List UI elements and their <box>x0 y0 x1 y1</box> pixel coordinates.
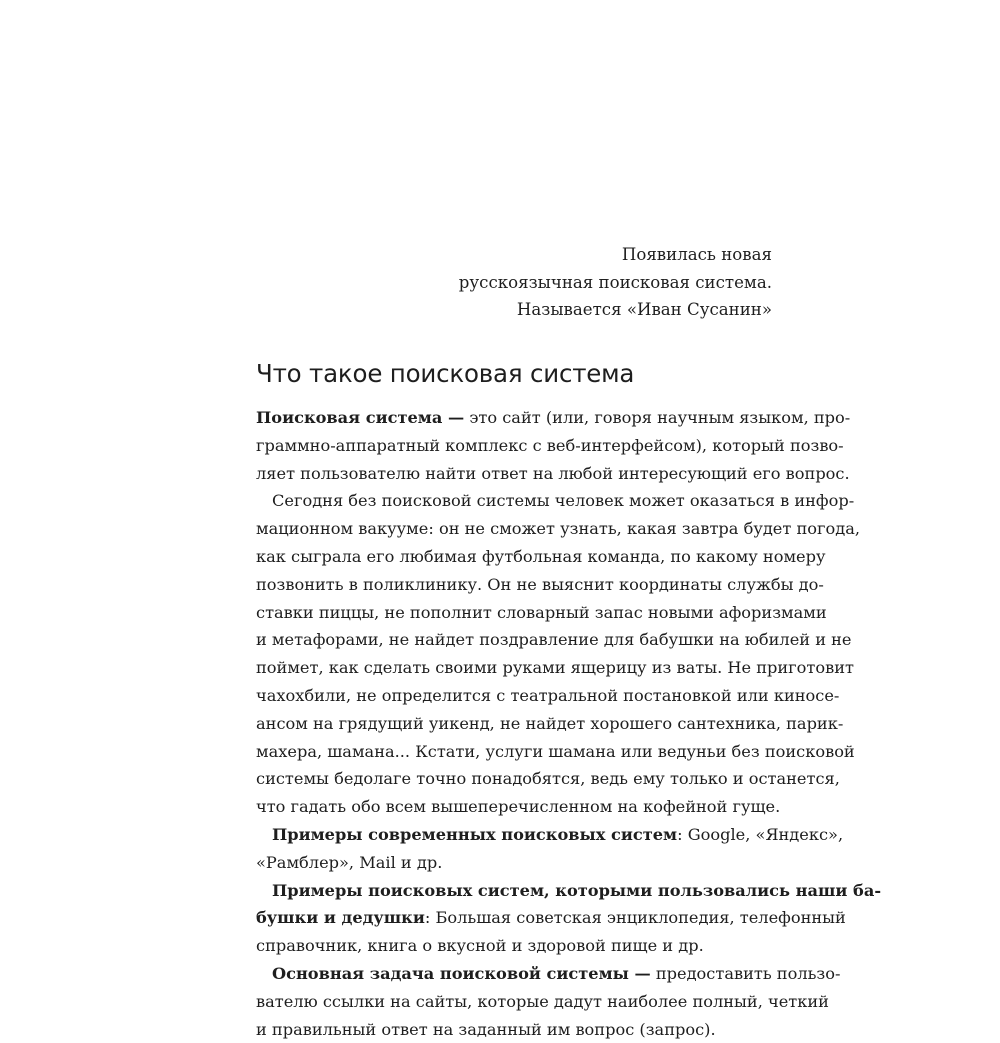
text-line <box>256 626 852 654</box>
line-text: поймет, как сделать своими руками ящерицу из ваты. Не приготовит <box>256 658 854 678</box>
line-text: системы бедолаге точно понадобятся, ведь ему только и останется, <box>256 769 840 789</box>
text-line <box>256 571 824 599</box>
line-text: справочник, книга о вкусной и здоровой пище и др. <box>256 936 704 956</box>
text-line <box>256 932 770 960</box>
paragraph <box>256 960 841 1043</box>
text-line <box>256 793 781 821</box>
line-text: как сыграла его любимая футбольная команда, по какому номеру <box>256 546 826 566</box>
text-line <box>256 988 829 1016</box>
line-text: ляет пользователю найти ответ на любой интересующий его вопрос. <box>256 463 850 483</box>
text-line <box>256 460 850 488</box>
paragraph <box>256 877 882 960</box>
line-text: Сегодня без поисковой системы человек может оказаться в инфор- <box>272 491 855 511</box>
line-text: граммно-аппаратный комплекс с веб-интерфейсом), который позво- <box>256 435 844 455</box>
text-line <box>256 960 841 988</box>
section-heading: Что такое поисковая система <box>256 359 635 388</box>
line-text: позвонить в поликлинику. Он не выяснит координаты службы до- <box>256 574 824 594</box>
epigraph-line: Появилась новая <box>621 245 772 264</box>
bold-term: Основная задача поисковой системы — <box>272 963 651 983</box>
line-text: ставки пиццы, не пополнит словарный запас новыми афоризмами <box>256 602 827 622</box>
line-text: и правильный ответ на заданный им вопрос (запрос). <box>256 1019 716 1039</box>
line-text: : Google, «Яндекс», <box>677 824 844 844</box>
text-line <box>256 432 844 460</box>
line-text: : Большая советская энциклопедия, телефонный <box>424 908 846 928</box>
line-text: чахохбили, не определится с театральной постановкой или киносе- <box>256 685 840 705</box>
text-line <box>256 654 854 682</box>
line-text: это сайт (или, говоря научным языком, про- <box>464 408 851 427</box>
epigraph <box>440 241 772 324</box>
text-line <box>256 765 840 793</box>
line-text: вателю ссылки на сайты, которые дадут наиболее полный, четкий <box>256 991 829 1011</box>
text-line <box>256 515 861 543</box>
text-line <box>256 682 840 710</box>
text-line <box>256 849 770 877</box>
line-text: мационном вакууме: он не сможет узнать, какая завтра будет погода, <box>256 519 861 539</box>
text-line <box>256 487 855 515</box>
text-line <box>256 904 846 932</box>
text-line <box>256 1016 770 1043</box>
text-line <box>256 738 855 766</box>
text-line <box>256 543 826 571</box>
body-text <box>256 404 882 1043</box>
text-line <box>256 404 851 432</box>
bold-term: Поисковая система — <box>256 408 465 427</box>
bold-term: Примеры современных поисковых систем <box>272 824 678 844</box>
text-line <box>256 710 844 738</box>
bold-term: бушки и дедушки <box>256 908 425 928</box>
epigraph-line: русскоязычная поисковая система. <box>458 272 772 292</box>
paragraph <box>256 821 844 877</box>
line-text: ансом на грядущий уикенд, не найдет хорошего сантехника, парик- <box>256 713 844 733</box>
paragraph <box>256 487 861 821</box>
text-line <box>256 877 882 905</box>
text-line <box>256 599 827 627</box>
epigraph-line: Называется «Иван Сусанин» <box>516 300 772 320</box>
bold-term: Примеры поисковых систем, которыми пользовались наши ба- <box>272 880 882 900</box>
line-text: махера, шамана... Кстати, услуги шамана или ведуньи без поисковой <box>256 741 855 761</box>
text-line <box>256 821 844 849</box>
paragraph <box>256 404 851 487</box>
line-text: что гадать обо всем вышеперечисленном на кофейной гуще. <box>256 797 781 817</box>
line-text: «Рамблер», Mail и др. <box>256 852 443 872</box>
line-text: и метафорами, не найдет поздравление для бабушки на юбилей и не <box>256 630 852 650</box>
line-text: предоставить пользо- <box>650 963 841 983</box>
